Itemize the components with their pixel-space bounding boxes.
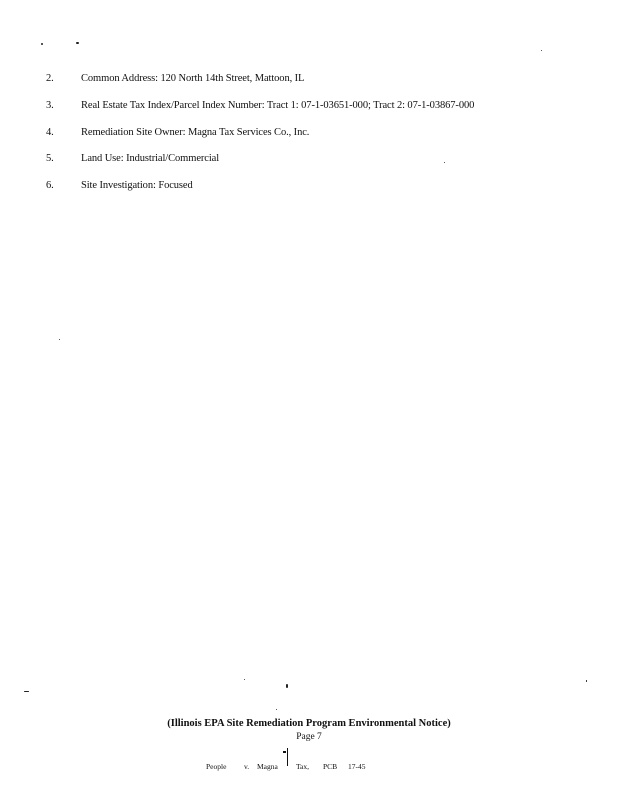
- caption-docket: 17-45: [348, 762, 366, 771]
- scan-speck: [586, 680, 587, 682]
- item-number: 4.: [46, 127, 54, 138]
- item-number: 3.: [46, 100, 54, 111]
- list-item: [0, 125, 618, 141]
- scan-speck: [286, 684, 288, 688]
- item-text: Site Investigation: Focused: [81, 180, 193, 191]
- scan-speck: [76, 42, 79, 44]
- scan-speck: [541, 50, 542, 51]
- scan-speck: [244, 679, 245, 680]
- item-number: 2.: [46, 73, 54, 84]
- item-text: Common Address: 120 North 14th Street, Mattoon, IL: [81, 73, 305, 84]
- caption-magna: Magna: [257, 762, 278, 771]
- list-item: [0, 98, 618, 114]
- list-item: [0, 151, 618, 167]
- caption-versus: v.: [244, 762, 250, 771]
- scan-speck: [41, 43, 43, 45]
- list-item: [0, 71, 618, 87]
- notice-title: (Illinois EPA Site Remediation Program Environmental Notice): [167, 718, 451, 729]
- caption-tax: Tax,: [296, 762, 310, 771]
- scan-mark: [283, 751, 286, 753]
- caption-people: People: [206, 762, 227, 771]
- scan-speck: [276, 709, 277, 710]
- item-text: Real Estate Tax Index/Parcel Index Number: Tract 1: 07-1-03651-000; Tract 2: 07-1-03867-000: [81, 100, 475, 111]
- scan-speck: [59, 339, 60, 340]
- scan-speck: [24, 691, 29, 692]
- page-number: Page 7: [296, 732, 322, 742]
- list-item: [0, 178, 618, 194]
- scan-mark: [287, 748, 288, 766]
- caption-pcb: PCB: [323, 762, 338, 771]
- item-number: 6.: [46, 180, 54, 191]
- item-number: 5.: [46, 153, 54, 164]
- item-text: Land Use: Industrial/Commercial: [81, 153, 220, 164]
- item-text: Remediation Site Owner: Magna Tax Services Co., Inc.: [81, 127, 310, 138]
